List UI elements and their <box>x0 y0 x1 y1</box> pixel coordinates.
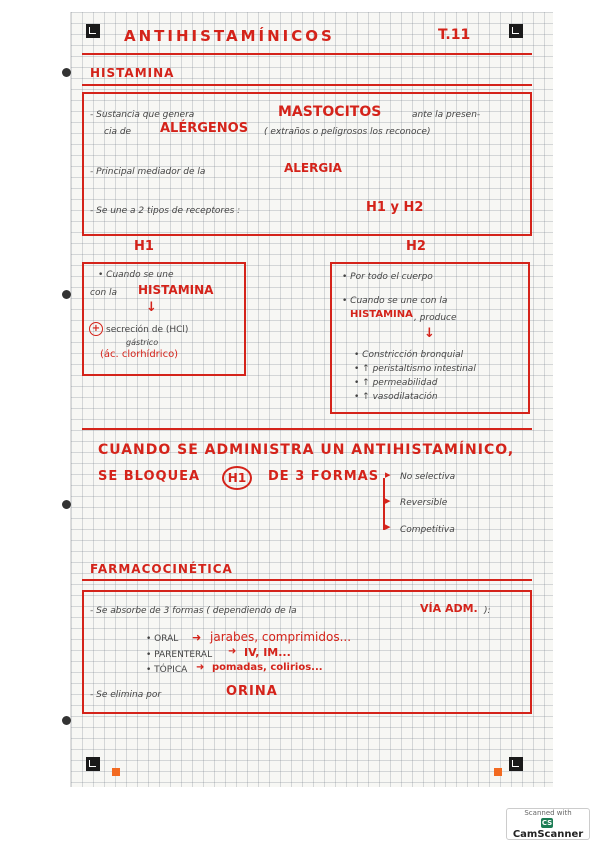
h2-line1: • Por todo el cuerpo <box>342 272 433 282</box>
label-h1: H1 <box>134 239 154 254</box>
label-h2: H2 <box>406 239 426 254</box>
corner-marker-icon <box>86 24 100 38</box>
h1-line3: secreción de (HCl) <box>106 325 189 335</box>
plus-circle-icon: + <box>89 322 103 336</box>
histamina-line4a: - Se une a 2 tipos de receptores : <box>90 206 241 216</box>
h2-line2: • Cuando se une con la <box>342 296 448 306</box>
block-line2c: DE 3 FORMAS <box>268 469 380 484</box>
binder-hole <box>62 716 71 725</box>
orange-marker <box>112 768 120 776</box>
topic-number: T.11 <box>438 27 471 43</box>
divider <box>82 84 532 86</box>
section-heading-histamina: HISTAMINA <box>90 66 175 80</box>
histamina-line2a: cia de <box>104 127 132 137</box>
camscanner-badge <box>506 808 590 840</box>
term-mastocitos: MASTOCITOS <box>278 104 382 120</box>
block-form: Competitiva <box>400 525 455 535</box>
route-value: pomadas, colirios... <box>212 662 323 673</box>
block-form: No selectiva <box>400 472 456 482</box>
histamina-line2c: ( extraños o peligrosos los reconoce) <box>264 127 431 137</box>
h1-circled: H1 <box>222 466 252 490</box>
term-orina: ORINA <box>226 684 278 699</box>
right-arrow-icon: ▸ <box>385 468 391 481</box>
right-arrow-icon: ➜ <box>192 631 202 644</box>
section-heading-farmacocinetica: FARMACOCINÉTICA <box>90 562 233 576</box>
down-arrow-icon: ↓ <box>146 300 157 315</box>
h1-line1: • Cuando se une <box>98 270 174 280</box>
binder-hole <box>62 68 71 77</box>
corner-marker-icon <box>509 757 523 771</box>
term-alergenos: ALÉRGENOS <box>160 121 249 136</box>
farmaco-line1a: - Se absorbe de 3 formas ( dependiendo de la <box>90 606 297 616</box>
route-value: jarabes, comprimidos... <box>210 630 352 644</box>
page-title: ANTIHISTAMÍNICOS <box>124 27 335 45</box>
h1-line5: (ác. clorhídrico) <box>100 349 179 360</box>
scanner-caption: Scanned with <box>524 809 572 817</box>
right-arrow-icon: ▸ <box>385 520 391 533</box>
h2-item: • ↑ peristaltismo intestinal <box>354 364 476 374</box>
receptor-types: H1 y H2 <box>366 200 424 215</box>
orange-marker <box>494 768 502 776</box>
camscanner-logo-icon: CS <box>541 819 553 827</box>
divider <box>82 579 532 581</box>
histamina-line3a: - Principal mediador de la <box>90 167 206 177</box>
h2-histamina: HISTAMINA <box>350 309 413 320</box>
term-via-adm: VÍA ADM. <box>420 602 478 615</box>
block-line1: CUANDO SE ADMINISTRA UN ANTIHISTAMÍNICO, <box>98 442 515 458</box>
route-name: • PARENTERAL <box>146 650 213 660</box>
route-name: • ORAL <box>146 634 179 644</box>
binder-hole <box>62 500 71 509</box>
h1-line2a: con la <box>90 288 118 298</box>
farmaco-elim: - Se elimina por <box>90 690 162 700</box>
route-value: IV, IM... <box>244 646 291 659</box>
h1-histamina: HISTAMINA <box>138 283 214 297</box>
block-line2a: SE BLOQUEA <box>98 469 201 484</box>
corner-marker-icon <box>509 24 523 38</box>
corner-marker-icon <box>86 757 100 771</box>
farmaco-line1c: ): <box>484 606 491 616</box>
right-arrow-icon: ➜ <box>228 646 237 657</box>
route-name: • TÓPICA <box>146 665 188 675</box>
scanner-brand: CamScanner <box>512 829 584 840</box>
term-alergia: ALERGIA <box>284 161 342 175</box>
divider <box>82 428 532 430</box>
divider <box>82 53 532 55</box>
right-arrow-icon: ➜ <box>196 662 205 673</box>
binder-hole <box>62 290 71 299</box>
block-form: Reversible <box>400 498 448 508</box>
histamina-line1a: - Sustancia que genera <box>90 110 195 120</box>
h2-line3b: , produce <box>414 313 457 323</box>
h1-line4: gástrico <box>126 338 159 347</box>
histamina-line1c: ante la presen- <box>412 110 481 120</box>
h2-item: • Constricción bronquial <box>354 350 464 360</box>
down-arrow-icon: ↓ <box>424 326 435 341</box>
h2-item: • ↑ vasodilatación <box>354 392 438 402</box>
right-arrow-icon: ▸ <box>385 494 391 507</box>
h2-item: • ↑ permeabilidad <box>354 378 438 388</box>
